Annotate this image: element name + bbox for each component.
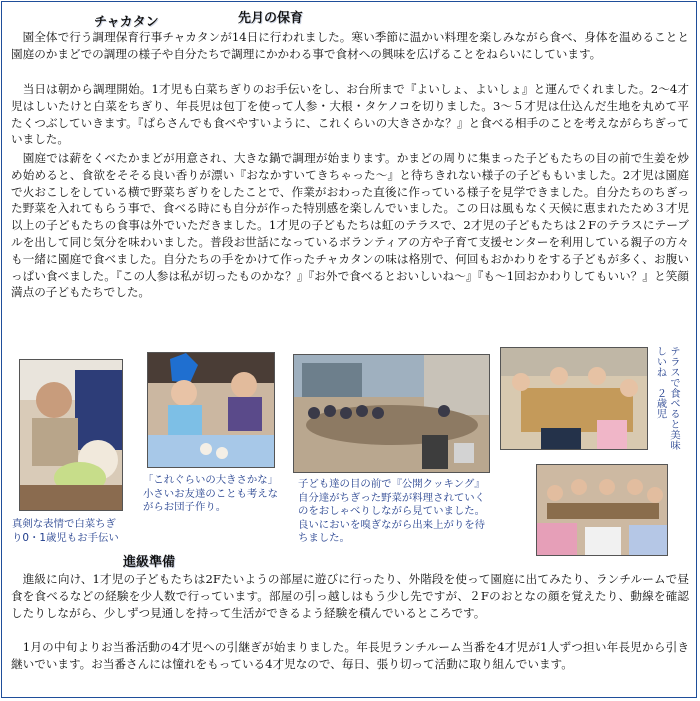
photo-dumpling-making — [147, 352, 275, 468]
caption-terrace: テラスで食べると美味しいね ２歳児 — [654, 346, 680, 450]
paragraph-duty: 1月の中旬よりお当番活動の4才児への引継ぎが始まりました。年長児ランチルーム当番を4才児が1人ずつ担い年長児から引き継いでいます。お当番さんには憧れをもっている4才児なので、毎日、張り切って活動に取り組んでいます。 — [11, 640, 689, 671]
photo-outdoor-cooking — [293, 354, 490, 473]
heading-last-month: 先月の保育 — [238, 11, 304, 26]
heading-shinkyu: 進級準備 — [123, 555, 176, 570]
caption-outdoor-cooking: 子ども達の目の前で『公開クッキング』自分達がちぎった野菜が料理されていくのをおしゃべりしながら見ていました。良いにおいを嗅ぎながら出来上がりを待ちました。 — [298, 478, 486, 544]
photo-cabbage-tearing — [19, 359, 123, 511]
paragraph-kamado: 園庭では薪をくべたかまどが用意され、大きな鍋で調理が始まります。かまどの周りに集まった子どもたちの目の前で生姜を炒め始めると、食欲をそそる良い香りが漂い『おなかすいてきちゃった～』と待ちきれない様子の子どももいました。2才児は園庭で火おこしをしている横で野菜ちぎりをしたことで、作業がおわった直後に作っている様子を見学できました。自分たちのちぎった野菜を入れてもらう事で、食べる時にも自分が作った特別感を楽しんでいました。この日は風もなく天候に恵まれたため３才児以上の子どもたちの食事は外でいただきました。1才児の子どもたちは虹のテラスで、2才児の子どもたちは２Fのテラスにテーブルを出して同じ気分を味わいました。普段お世話になっているボランティアの方や子育て支援センターを利用している親子の方々も一緒に園庭で食べました。自分たちの手をかけて作ったチャカタンの味は格別で、何回もおかわりをする子どもが多く、お腹いっぱい食べました。『この人参は私が切ったものかな？』『お外で食べるとおいしいね～』『も～1回おかわりしてもいい？』と笑顔満点の子どもたちでした。 — [11, 151, 689, 300]
paragraph-intro: 園全体で行う調理保育行事チャカタンが14日に行われました。寒い季節に温かい料理を楽しみながら食べ、身体を温めることと園庭のかまどでの調理の様子や自分たちで調理にかかわる事で食材への興味を広げることをねらいにしています。 — [11, 30, 689, 61]
caption-cabbage: 真剣な表情で白菜ちぎり0・1歳児もお手伝い — [12, 518, 119, 544]
photo-terrace-lunch — [500, 347, 648, 450]
paragraph-promotion: 進級に向け、1才児の子どもたちは2Fたいようの部屋に遊びに行ったり、外階段を使って園庭に出てみたり、ランチルームで昼食を食べるなどの経験を少人数で行っています。部屋の引っ越しはもう少し先ですが、２Fのおとなの顔を覚えたり、動線を確認したりしながら、少しずつ見通しを持って生活ができるよう経験を積んでいるところです。 — [11, 572, 689, 620]
newsletter-page — [1, 1, 697, 698]
caption-dumplings: 「これぐらいの大きさかな」小さいお友達のことも考えながらお団子作り。 — [143, 474, 279, 513]
paragraph-morning: 当日は朝から調理開始。1才児も白菜ちぎりのお手伝いをし、お台所まで『よいしょ、よいしょ』と運んでくれました。2～4才児はしいたけと白菜をちぎり、年長児は包丁を使って人参・大根・タケノコを切りました。3～５才児は仕込んだ生地を丸めて平たくつぶしていきます。『ぱらさんでも食べやすいように、これくらいの大きさかな？』と食べる相手のことを考えながらちぎっていました。 — [11, 82, 689, 147]
photo-long-table — [536, 464, 668, 556]
heading-chakatan: チャカタン — [94, 15, 159, 30]
